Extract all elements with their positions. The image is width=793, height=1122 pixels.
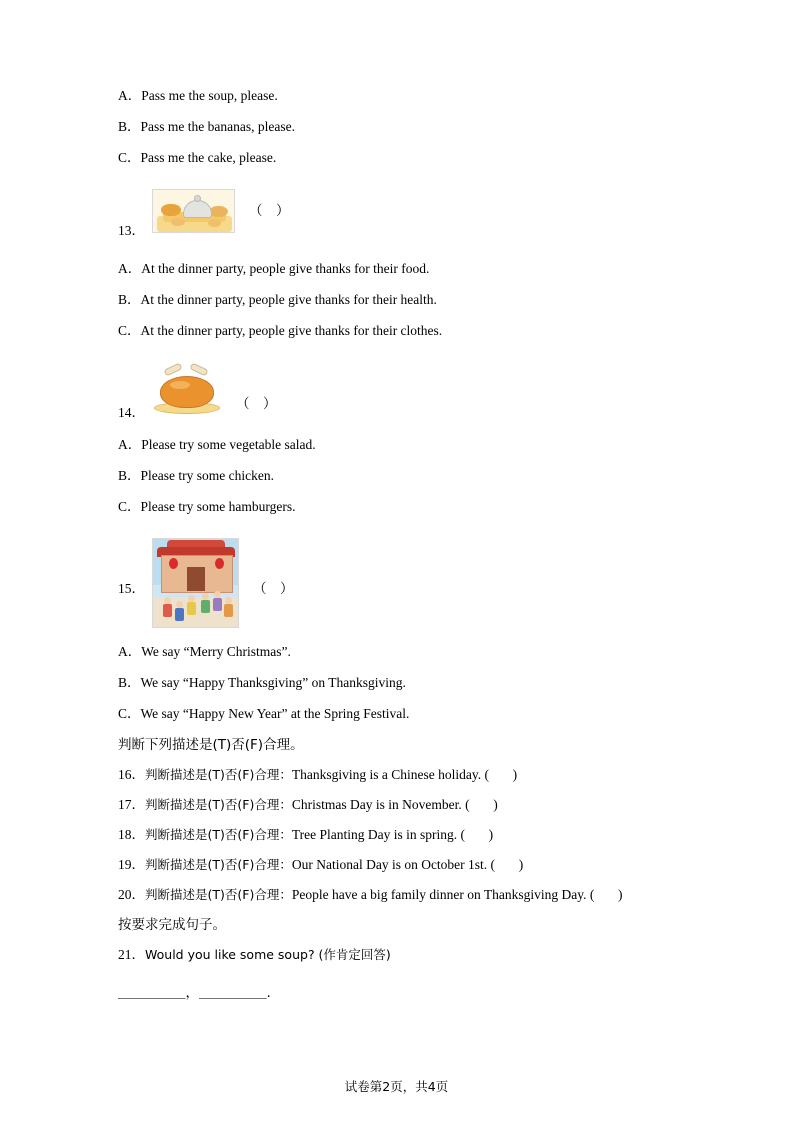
option-text: A． (118, 261, 142, 276)
tf-answer-blank[interactable] (465, 827, 489, 842)
question-14 (118, 362, 675, 421)
question-image-roast-chicken (152, 362, 222, 420)
option-text: C． (118, 323, 141, 338)
tf-answer-blank[interactable] (594, 887, 618, 902)
tf-prefix: 判断描述是(T)否(F)合理： (145, 887, 292, 902)
answer-bracket[interactable]: （ ） (236, 396, 277, 411)
tf-answer-blank[interactable] (489, 767, 513, 782)
option-row (118, 499, 675, 515)
option-row (118, 437, 675, 453)
option-row (118, 150, 675, 166)
option-text: B． (118, 468, 141, 483)
tf-prefix: 判断描述是(T)否(F)合理： (145, 827, 292, 842)
option-row (118, 88, 675, 104)
option-text: Please try some vegetable salad. (141, 437, 316, 452)
tf-text: Tree Planting Day is in spring. ( (291, 827, 465, 842)
tf-close: ) (488, 827, 494, 842)
option-text: Pass me the soup, please. (141, 88, 278, 103)
option-text: A． (118, 437, 142, 452)
option-text: B． (118, 119, 141, 134)
option-text: Pass me the bananas, please. (140, 119, 295, 134)
tf-close: ) (518, 857, 524, 872)
tf-item (118, 857, 675, 873)
question-number: 13． (118, 223, 145, 238)
question-number: 21． (118, 947, 145, 962)
sentence-answer-line[interactable]: ＿＿＿＿＿，＿＿＿＿＿. (118, 985, 271, 1001)
option-text: Please try some chicken. (140, 468, 274, 483)
sentence-item (118, 947, 675, 963)
tf-answer-blank[interactable] (495, 857, 519, 872)
option-row (118, 468, 675, 484)
tf-text: Christmas Day is in November. ( (291, 797, 470, 812)
question-number: 20． (118, 887, 145, 902)
question-15 (118, 538, 675, 628)
tf-text: People have a big family dinner on Thanksgiving Day. ( (291, 887, 595, 902)
option-row (118, 706, 675, 722)
question-number: 17． (118, 797, 145, 812)
tf-item (118, 797, 675, 813)
question-number: 14． (118, 405, 145, 420)
option-text: A． (118, 88, 142, 103)
option-text: At the dinner party, people give thanks for their clothes. (140, 323, 443, 338)
option-text: Please try some hamburgers. (140, 499, 296, 514)
option-text: C． (118, 706, 141, 721)
page-footer: 试卷第2页，共4页 (344, 1079, 449, 1094)
tf-prefix: 判断描述是(T)否(F)合理： (145, 797, 292, 812)
option-text: C． (118, 150, 141, 165)
option-text: A． (118, 644, 142, 659)
option-row (118, 323, 675, 339)
tf-item (118, 887, 675, 903)
answer-bracket[interactable]: （ ） (253, 581, 294, 596)
question-image-spring-festival (152, 538, 239, 628)
option-row (118, 644, 675, 660)
option-text: B． (118, 292, 141, 307)
answer-bracket[interactable]: （ ） (249, 203, 290, 218)
question-number: 18． (118, 827, 145, 842)
sentence-text: Would you like some soup? (作肯定回答) (145, 947, 391, 962)
option-text: Pass me the cake, please. (140, 150, 277, 165)
tf-close: ) (493, 797, 498, 812)
option-row (118, 292, 675, 308)
option-text: B． (118, 675, 141, 690)
question-number: 16． (118, 767, 145, 782)
tf-text: Thanksgiving is a Chinese holiday. ( (291, 767, 489, 782)
question-13 (118, 189, 675, 239)
option-text: C． (118, 499, 141, 514)
tf-text: Our National Day is on October 1st. ( (291, 857, 496, 872)
option-text: At the dinner party, people give thanks for their health. (140, 292, 437, 307)
option-text: We say “Merry Christmas”. (141, 644, 291, 659)
option-text: We say “Happy Thanksgiving” on Thanksgiving. (140, 675, 406, 690)
question-number: 19． (118, 857, 145, 872)
option-text: At the dinner party, people give thanks for their food. (141, 261, 430, 276)
tf-prefix: 判断描述是(T)否(F)合理： (145, 767, 292, 782)
tf-section-heading: 判断下列描述是(T)否(F)合理。 (118, 737, 304, 753)
question-image-dinner-table (152, 189, 235, 233)
option-row (118, 675, 675, 691)
option-row (118, 119, 675, 135)
tf-answer-blank[interactable] (470, 797, 494, 812)
tf-close: ) (618, 887, 623, 902)
option-text: We say “Happy New Year” at the Spring Festival. (140, 706, 410, 721)
question-number: 15． (118, 581, 145, 596)
tf-item (118, 767, 675, 783)
tf-close: ) (512, 767, 518, 782)
option-row (118, 261, 675, 277)
tf-prefix: 判断描述是(T)否(F)合理： (145, 857, 292, 872)
tf-item (118, 827, 675, 843)
sentence-section-heading: 按要求完成句子。 (118, 917, 226, 933)
